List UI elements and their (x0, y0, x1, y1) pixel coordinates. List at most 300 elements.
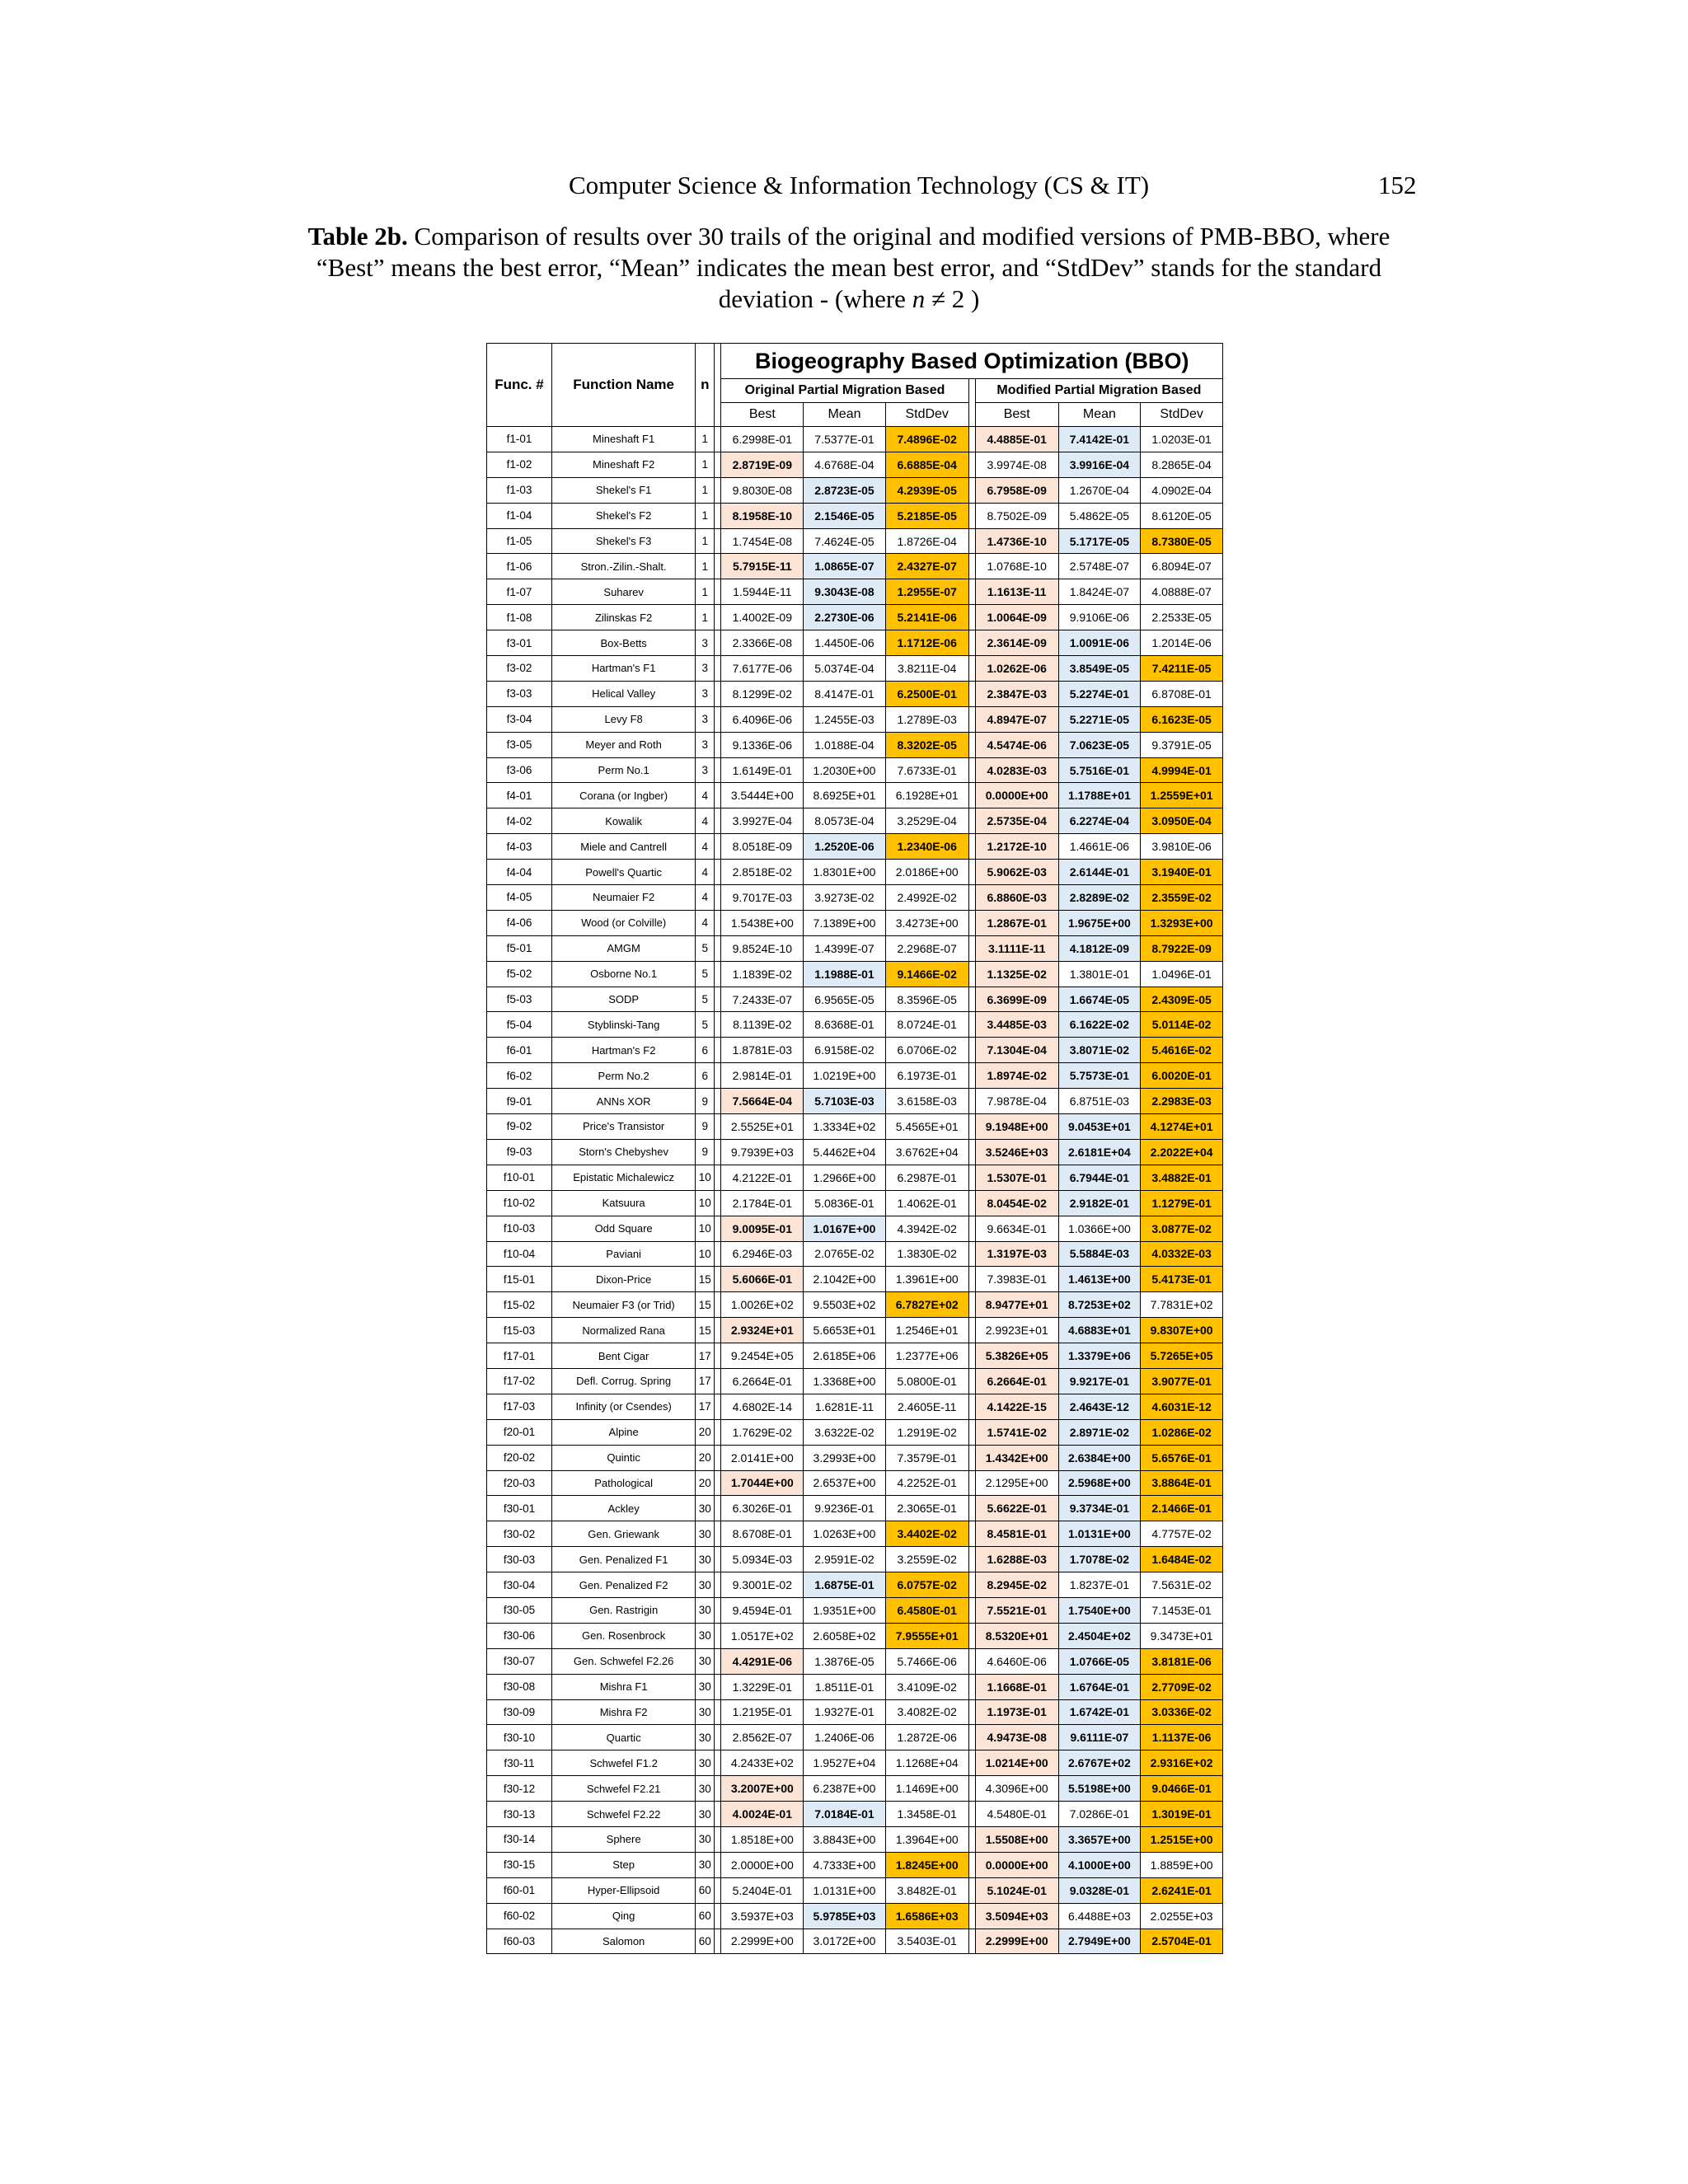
cell-function-name: Quintic (551, 1445, 695, 1470)
cell-original-stddev: 8.0724E-01 (885, 1012, 968, 1038)
cell-modified-best: 2.9923E+01 (975, 1318, 1058, 1343)
cell-dimension: 10 (696, 1216, 715, 1241)
cell-modified-stddev: 6.8708E-01 (1141, 681, 1223, 706)
cell-function-name: Box-Betts (551, 630, 695, 656)
cell-gap (968, 1139, 975, 1165)
cell-modified-mean: 6.4488E+03 (1058, 1903, 1141, 1929)
cell-function-name: Mishra F2 (551, 1699, 695, 1725)
cell-gap (715, 1267, 721, 1292)
cell-modified-best: 3.5246E+03 (975, 1139, 1058, 1165)
cell-func-id: f5-01 (487, 935, 552, 961)
cell-original-stddev: 2.0186E+00 (885, 860, 968, 885)
cell-modified-best: 2.1295E+00 (975, 1470, 1058, 1496)
cell-function-name: Dixon-Price (551, 1267, 695, 1292)
table-row (487, 1241, 1223, 1267)
cell-function-name: Shekel's F2 (551, 503, 695, 528)
cell-gap (715, 1725, 721, 1750)
cell-dimension: 30 (696, 1572, 715, 1598)
cell-gap (715, 1699, 721, 1725)
cell-original-mean: 5.0374E-04 (804, 656, 886, 682)
cell-original-best: 1.7454E-08 (721, 528, 804, 554)
cell-modified-mean: 1.4661E-06 (1058, 834, 1141, 860)
cell-original-best: 8.1299E-02 (721, 681, 804, 706)
cell-modified-mean: 2.6181E+04 (1058, 1139, 1141, 1165)
cell-original-best: 5.0934E-03 (721, 1547, 804, 1572)
cell-original-best: 9.1336E-06 (721, 732, 804, 757)
cell-function-name: Step (551, 1852, 695, 1877)
cell-func-id: f30-10 (487, 1725, 552, 1750)
cell-modified-mean: 1.1788E+01 (1058, 783, 1141, 808)
cell-function-name: Normalized Rana (551, 1318, 695, 1343)
cell-modified-stddev: 2.9316E+02 (1141, 1750, 1223, 1776)
cell-dimension: 1 (696, 477, 715, 503)
cell-original-mean: 1.9351E+00 (804, 1597, 886, 1623)
sub-header-best-original: Best (721, 403, 804, 427)
cell-gap (968, 1419, 975, 1445)
cell-original-best: 1.8781E-03 (721, 1038, 804, 1063)
cell-modified-stddev: 3.4882E-01 (1141, 1165, 1223, 1190)
cell-original-mean: 1.2406E-06 (804, 1725, 886, 1750)
cell-modified-mean: 1.7078E-02 (1058, 1547, 1141, 1572)
table-row (487, 1725, 1223, 1750)
cell-original-best: 5.7915E-11 (721, 554, 804, 579)
cell-function-name: AMGM (551, 935, 695, 961)
table-row (487, 452, 1223, 477)
cell-original-stddev: 1.8245E+00 (885, 1852, 968, 1877)
cell-original-mean: 6.9565E-05 (804, 987, 886, 1012)
cell-modified-mean: 9.6111E-07 (1058, 1725, 1141, 1750)
cell-func-id: f30-12 (487, 1776, 552, 1802)
cell-dimension: 30 (696, 1597, 715, 1623)
cell-modified-mean: 9.9106E-06 (1058, 605, 1141, 630)
cell-func-id: f10-02 (487, 1190, 552, 1216)
cell-original-best: 2.0000E+00 (721, 1852, 804, 1877)
cell-original-mean: 2.1546E-05 (804, 503, 886, 528)
cell-original-mean: 1.3876E-05 (804, 1648, 886, 1674)
cell-gap (968, 1368, 975, 1394)
cell-modified-best: 3.4485E-03 (975, 1012, 1058, 1038)
table-title: Biogeography Based Optimization (BBO) (721, 344, 1223, 379)
cell-original-stddev: 2.2968E-07 (885, 935, 968, 961)
table-row (487, 1190, 1223, 1216)
table-row (487, 1776, 1223, 1802)
cell-function-name: Hartman's F1 (551, 656, 695, 682)
cell-dimension: 3 (696, 757, 715, 783)
cell-original-best: 1.2195E-01 (721, 1699, 804, 1725)
cell-gap (715, 1826, 721, 1852)
cell-func-id: f60-01 (487, 1877, 552, 1903)
cell-gap (968, 1826, 975, 1852)
cell-gap (715, 987, 721, 1012)
cell-modified-stddev: 1.3019E-01 (1141, 1802, 1223, 1827)
cell-function-name: Levy F8 (551, 706, 695, 732)
table-row (487, 1343, 1223, 1369)
cell-modified-best: 5.1024E-01 (975, 1877, 1058, 1903)
cell-gap (968, 1877, 975, 1903)
cell-dimension: 60 (696, 1903, 715, 1929)
cell-gap (715, 910, 721, 935)
cell-original-best: 9.0095E-01 (721, 1216, 804, 1241)
cell-original-mean: 7.0184E-01 (804, 1802, 886, 1827)
cell-original-best: 1.1839E-02 (721, 961, 804, 987)
cell-func-id: f1-07 (487, 579, 552, 605)
cell-dimension: 4 (696, 910, 715, 935)
cell-function-name: Defl. Corrug. Spring (551, 1368, 695, 1394)
cell-gap (715, 1368, 721, 1394)
cell-modified-stddev: 2.6241E-01 (1141, 1877, 1223, 1903)
cell-modified-mean: 1.0766E-05 (1058, 1648, 1141, 1674)
cell-modified-stddev: 3.0950E-04 (1141, 808, 1223, 834)
cell-modified-best: 5.3826E+05 (975, 1343, 1058, 1369)
cell-original-stddev: 8.3596E-05 (885, 987, 968, 1012)
cell-gap (715, 681, 721, 706)
cell-modified-best: 8.0454E-02 (975, 1190, 1058, 1216)
cell-original-best: 4.2122E-01 (721, 1165, 804, 1190)
cell-function-name: Perm No.1 (551, 757, 695, 783)
table-row (487, 528, 1223, 554)
cell-original-mean: 5.9785E+03 (804, 1903, 886, 1929)
cell-function-name: Wood (or Colville) (551, 910, 695, 935)
table-row (487, 1572, 1223, 1598)
sub-header-mean-original: Mean (804, 403, 886, 427)
cell-gap (715, 1343, 721, 1369)
group-header-original: Original Partial Migration Based (721, 379, 968, 403)
cell-gap (968, 452, 975, 477)
cell-gap (968, 1674, 975, 1699)
cell-original-best: 9.8524E-10 (721, 935, 804, 961)
cell-gap (715, 1903, 721, 1929)
table-row (487, 1318, 1223, 1343)
cell-original-stddev: 1.2340E-06 (885, 834, 968, 860)
table-row (487, 1674, 1223, 1699)
sub-header-std-original: StdDev (885, 403, 968, 427)
cell-function-name: Neumaier F2 (551, 885, 695, 911)
cell-gap (968, 1547, 975, 1572)
cell-modified-stddev: 6.8094E-07 (1141, 554, 1223, 579)
cell-original-mean: 2.6537E+00 (804, 1470, 886, 1496)
cell-original-mean: 1.2520E-06 (804, 834, 886, 860)
cell-original-best: 9.2454E+05 (721, 1343, 804, 1369)
cell-modified-stddev: 2.3559E-02 (1141, 885, 1223, 911)
cell-func-id: f20-02 (487, 1445, 552, 1470)
table-row (487, 1877, 1223, 1903)
cell-func-id: f1-04 (487, 503, 552, 528)
cell-original-best: 1.3229E-01 (721, 1674, 804, 1699)
cell-gap (968, 1292, 975, 1318)
cell-gap (715, 1929, 721, 1954)
cell-modified-best: 7.9878E-04 (975, 1089, 1058, 1114)
cell-gap (968, 706, 975, 732)
cell-gap (968, 885, 975, 911)
cell-modified-mean: 1.0131E+00 (1058, 1521, 1141, 1547)
cell-modified-best: 6.2664E-01 (975, 1368, 1058, 1394)
cell-gap (715, 1012, 721, 1038)
cell-gap (715, 1674, 721, 1699)
cell-original-best: 9.7939E+03 (721, 1139, 804, 1165)
cell-modified-best: 7.1304E-04 (975, 1038, 1058, 1063)
cell-function-name: Shekel's F3 (551, 528, 695, 554)
cell-func-id: f4-02 (487, 808, 552, 834)
cell-gap (715, 1419, 721, 1445)
cell-modified-stddev: 5.4616E-02 (1141, 1038, 1223, 1063)
cell-original-best: 1.7629E-02 (721, 1419, 804, 1445)
cell-dimension: 60 (696, 1929, 715, 1954)
cell-modified-stddev: 4.7757E-02 (1141, 1521, 1223, 1547)
cell-modified-stddev: 5.4173E-01 (1141, 1267, 1223, 1292)
cell-original-best: 1.5438E+00 (721, 910, 804, 935)
cell-modified-stddev: 7.4211E-05 (1141, 656, 1223, 682)
cell-gap (968, 1725, 975, 1750)
cell-original-mean: 2.0765E-02 (804, 1241, 886, 1267)
cell-modified-best: 1.8974E-02 (975, 1063, 1058, 1089)
cell-original-stddev: 5.2185E-05 (885, 503, 968, 528)
cell-original-stddev: 1.4062E-01 (885, 1190, 968, 1216)
cell-original-best: 2.3366E-08 (721, 630, 804, 656)
cell-func-id: f30-02 (487, 1521, 552, 1547)
cell-original-stddev: 6.2987E-01 (885, 1165, 968, 1190)
cell-dimension: 1 (696, 427, 715, 452)
cell-function-name: Schwefel F2.22 (551, 1802, 695, 1827)
cell-modified-mean: 4.6883E+01 (1058, 1318, 1141, 1343)
cell-original-stddev: 4.3942E-02 (885, 1216, 968, 1241)
caption-math-op: ≠ 2 (925, 284, 965, 313)
cell-dimension: 1 (696, 605, 715, 630)
cell-modified-mean: 3.9916E-04 (1058, 452, 1141, 477)
cell-modified-mean: 1.3379E+06 (1058, 1343, 1141, 1369)
cell-gap (715, 1597, 721, 1623)
cell-func-id: f3-02 (487, 656, 552, 682)
cell-original-mean: 8.4147E-01 (804, 681, 886, 706)
cell-modified-stddev: 8.7380E-05 (1141, 528, 1223, 554)
cell-modified-mean: 1.6742E-01 (1058, 1699, 1141, 1725)
cell-original-stddev: 6.0706E-02 (885, 1038, 968, 1063)
cell-modified-mean: 6.2274E-04 (1058, 808, 1141, 834)
cell-gap (968, 630, 975, 656)
cell-dimension: 4 (696, 783, 715, 808)
cell-original-best: 2.0141E+00 (721, 1445, 804, 1470)
cell-modified-best: 4.8947E-07 (975, 706, 1058, 732)
table-row (487, 1648, 1223, 1674)
cell-func-id: f9-03 (487, 1139, 552, 1165)
table-row (487, 706, 1223, 732)
cell-modified-stddev: 5.0114E-02 (1141, 1012, 1223, 1038)
cell-gap (968, 1318, 975, 1343)
cell-func-id: f4-04 (487, 860, 552, 885)
cell-function-name: Helical Valley (551, 681, 695, 706)
cell-original-best: 9.4594E-01 (721, 1597, 804, 1623)
cell-func-id: f30-09 (487, 1699, 552, 1725)
table-row (487, 1623, 1223, 1648)
cell-gap (968, 477, 975, 503)
cell-modified-stddev: 4.0888E-07 (1141, 579, 1223, 605)
cell-modified-mean: 6.1622E-02 (1058, 1012, 1141, 1038)
cell-modified-stddev: 9.0466E-01 (1141, 1776, 1223, 1802)
cell-func-id: f30-11 (487, 1750, 552, 1776)
cell-modified-best: 1.1668E-01 (975, 1674, 1058, 1699)
table-row (487, 1903, 1223, 1929)
cell-func-id: f20-03 (487, 1470, 552, 1496)
cell-modified-best: 1.4736E-10 (975, 528, 1058, 554)
cell-gap (715, 1216, 721, 1241)
cell-func-id: f10-03 (487, 1216, 552, 1241)
cell-original-best: 4.4291E-06 (721, 1648, 804, 1674)
cell-dimension: 20 (696, 1445, 715, 1470)
cell-gap (968, 808, 975, 834)
table-row (487, 885, 1223, 911)
cell-modified-mean: 7.4142E-01 (1058, 427, 1141, 452)
cell-original-best: 6.4096E-06 (721, 706, 804, 732)
cell-original-best: 2.9814E-01 (721, 1063, 804, 1089)
table-row (487, 1547, 1223, 1572)
cell-func-id: f17-01 (487, 1343, 552, 1369)
table-row (487, 1216, 1223, 1241)
cell-gap (968, 783, 975, 808)
cell-modified-mean: 1.7540E+00 (1058, 1597, 1141, 1623)
cell-func-id: f3-06 (487, 757, 552, 783)
cell-original-stddev: 1.3964E+00 (885, 1826, 968, 1852)
cell-gap (715, 630, 721, 656)
cell-function-name: Salomon (551, 1929, 695, 1954)
caption-tail: ) (964, 284, 980, 313)
cell-gap (715, 885, 721, 911)
table-row (487, 1114, 1223, 1140)
cell-modified-best: 4.3096E+00 (975, 1776, 1058, 1802)
cell-func-id: f30-13 (487, 1802, 552, 1827)
cell-modified-mean: 2.4643E-12 (1058, 1394, 1141, 1419)
cell-gap (715, 935, 721, 961)
cell-modified-stddev: 9.3791E-05 (1141, 732, 1223, 757)
cell-function-name: Alpine (551, 1419, 695, 1445)
cell-dimension: 1 (696, 503, 715, 528)
cell-gap (715, 1877, 721, 1903)
cell-modified-mean: 7.0286E-01 (1058, 1802, 1141, 1827)
cell-func-id: f4-05 (487, 885, 552, 911)
cell-original-stddev: 1.1469E+00 (885, 1776, 968, 1802)
cell-func-id: f30-15 (487, 1852, 552, 1877)
cell-original-stddev: 4.2939E-05 (885, 477, 968, 503)
cell-modified-stddev: 3.8864E-01 (1141, 1470, 1223, 1496)
cell-modified-mean: 2.7949E+00 (1058, 1929, 1141, 1954)
cell-original-best: 2.8562E-07 (721, 1725, 804, 1750)
cell-modified-stddev: 9.3473E+01 (1141, 1623, 1223, 1648)
cell-modified-mean: 3.3657E+00 (1058, 1826, 1141, 1852)
col-header-func: Func. # (487, 344, 552, 427)
cell-original-mean: 6.9158E-02 (804, 1038, 886, 1063)
cell-modified-mean: 1.6674E-05 (1058, 987, 1141, 1012)
cell-original-best: 5.6066E-01 (721, 1267, 804, 1292)
cell-modified-best: 8.5320E+01 (975, 1623, 1058, 1648)
cell-modified-mean: 1.3801E-01 (1058, 961, 1141, 987)
cell-gap (715, 579, 721, 605)
table-row (487, 1496, 1223, 1521)
cell-original-stddev: 3.5403E-01 (885, 1929, 968, 1954)
cell-dimension: 10 (696, 1165, 715, 1190)
cell-original-stddev: 2.3065E-01 (885, 1496, 968, 1521)
cell-gap (968, 757, 975, 783)
table-row (487, 910, 1223, 935)
cell-dimension: 4 (696, 885, 715, 911)
cell-modified-best: 4.5480E-01 (975, 1802, 1058, 1827)
cell-modified-mean: 2.6767E+02 (1058, 1750, 1141, 1776)
cell-original-stddev: 1.3458E-01 (885, 1802, 968, 1827)
cell-gap (715, 1394, 721, 1419)
cell-func-id: f30-07 (487, 1648, 552, 1674)
cell-modified-stddev: 1.1279E-01 (1141, 1190, 1223, 1216)
cell-modified-mean: 5.5198E+00 (1058, 1776, 1141, 1802)
cell-gap (968, 910, 975, 935)
cell-function-name: Schwefel F2.21 (551, 1776, 695, 1802)
cell-function-name: Gen. Schwefel F2.26 (551, 1648, 695, 1674)
cell-func-id: f60-03 (487, 1929, 552, 1954)
table-row (487, 477, 1223, 503)
cell-original-stddev: 1.6586E+03 (885, 1903, 968, 1929)
cell-original-best: 4.2433E+02 (721, 1750, 804, 1776)
cell-function-name: Storn's Chebyshev (551, 1139, 695, 1165)
cell-gap (968, 1445, 975, 1470)
cell-gap (715, 1165, 721, 1190)
cell-modified-stddev: 3.9077E-01 (1141, 1368, 1223, 1394)
cell-modified-stddev: 2.5704E-01 (1141, 1929, 1223, 1954)
cell-modified-stddev: 3.9810E-06 (1141, 834, 1223, 860)
cell-original-best: 2.9324E+01 (721, 1318, 804, 1343)
cell-function-name: Paviani (551, 1241, 695, 1267)
cell-modified-mean: 2.5968E+00 (1058, 1470, 1141, 1496)
cell-function-name: Katsuura (551, 1190, 695, 1216)
cell-original-best: 6.2946E-03 (721, 1241, 804, 1267)
cell-modified-best: 1.4342E+00 (975, 1445, 1058, 1470)
cell-function-name: Odd Square (551, 1216, 695, 1241)
cell-original-mean: 3.2993E+00 (804, 1445, 886, 1470)
cell-original-best: 6.2664E-01 (721, 1368, 804, 1394)
table-row (487, 1750, 1223, 1776)
table-row (487, 757, 1223, 783)
cell-gap (968, 528, 975, 554)
cell-dimension: 3 (696, 630, 715, 656)
cell-modified-stddev: 2.7709E-02 (1141, 1674, 1223, 1699)
col-gap-mid (968, 379, 975, 427)
cell-original-stddev: 1.2872E-06 (885, 1725, 968, 1750)
cell-gap (968, 1394, 975, 1419)
cell-function-name: Miele and Cantrell (551, 834, 695, 860)
cell-original-stddev: 4.2252E-01 (885, 1470, 968, 1496)
cell-original-best: 2.2999E+00 (721, 1929, 804, 1954)
table-row (487, 1394, 1223, 1419)
cell-modified-best: 1.2172E-10 (975, 834, 1058, 860)
cell-func-id: f5-02 (487, 961, 552, 987)
cell-function-name: Price's Transistor (551, 1114, 695, 1140)
cell-gap (715, 961, 721, 987)
cell-gap (968, 1597, 975, 1623)
cell-modified-best: 9.6634E-01 (975, 1216, 1058, 1241)
cell-original-stddev: 3.2559E-02 (885, 1547, 968, 1572)
cell-gap (968, 1165, 975, 1190)
cell-gap (968, 1496, 975, 1521)
cell-gap (968, 860, 975, 885)
cell-function-name: Powell's Quartic (551, 860, 695, 885)
cell-modified-mean: 5.7516E-01 (1058, 757, 1141, 783)
cell-original-best: 1.7044E+00 (721, 1470, 804, 1496)
table-row (487, 554, 1223, 579)
cell-dimension: 5 (696, 987, 715, 1012)
cell-dimension: 30 (696, 1852, 715, 1877)
cell-modified-best: 1.0214E+00 (975, 1750, 1058, 1776)
cell-original-mean: 8.6925E+01 (804, 783, 886, 808)
cell-modified-stddev: 1.0203E-01 (1141, 427, 1223, 452)
cell-original-best: 3.9927E-04 (721, 808, 804, 834)
cell-original-mean: 9.9236E-01 (804, 1496, 886, 1521)
running-head: Computer Science & Information Technology (CS & IT) (569, 171, 1150, 199)
cell-function-name: Pathological (551, 1470, 695, 1496)
